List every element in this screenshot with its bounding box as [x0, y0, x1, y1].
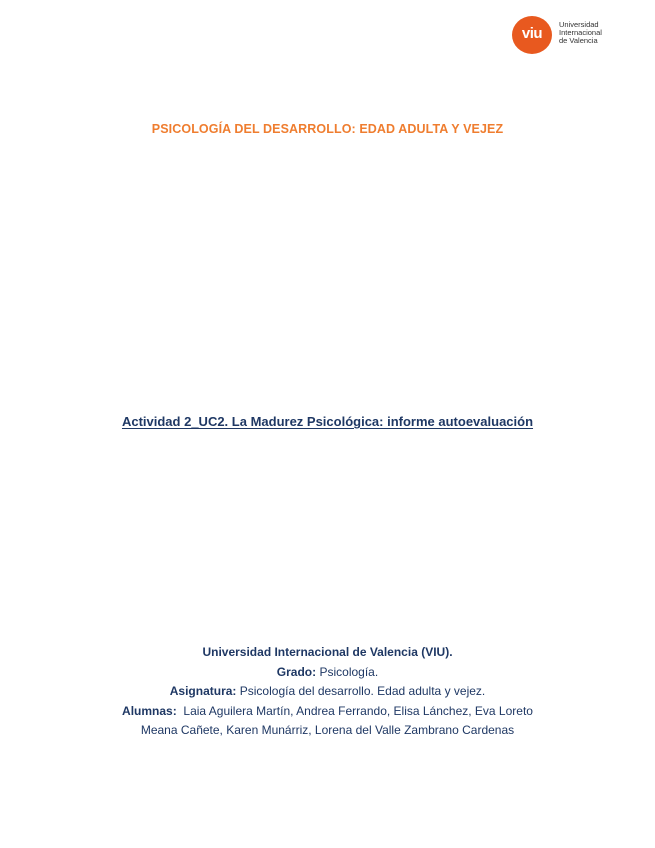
alumnas-line: [40, 702, 615, 722]
alumnas-label: Alumnas:: [122, 703, 177, 718]
logo-line-3: de Valencia: [559, 36, 598, 45]
alumnas-value-line-2: Meana Cañete, Karen Munárriz, Lorena del Valle Zambrano Cardenas: [140, 723, 515, 737]
logo-line-2: Internacional: [559, 28, 602, 37]
university-name: Universidad Internacional de Valencia (VIU).: [202, 645, 453, 659]
asignatura-line: [40, 682, 615, 702]
university-line: [40, 643, 615, 663]
alumnas-line-2: [40, 721, 615, 741]
viu-logo: [512, 16, 622, 56]
activity-title: [0, 414, 655, 429]
viu-logo-badge-text: viu: [521, 25, 543, 42]
viu-logo-badge: [512, 16, 552, 54]
asignatura-label: Asignatura:: [169, 684, 237, 698]
grado-line: [40, 663, 615, 683]
cover-info: [40, 643, 615, 741]
grado-value: Psicología.: [319, 664, 379, 679]
asignatura-value: Psicología del desarrollo. Edad adulta y vejez.: [239, 684, 486, 698]
logo-line-1: Universidad: [559, 20, 599, 29]
activity-title-text: Actividad 2_UC2. La Madurez Psicológica: informe autoevaluación: [121, 414, 534, 429]
viu-logo-wordmark: [559, 21, 602, 45]
course-title: PSICOLOGÍA DEL DESARROLLO: EDAD ADULTA Y VEJEZ: [151, 122, 504, 136]
alumnas-value-line-1: Laia Aguilera Martín, Andrea Ferrando, Elisa Lánchez, Eva Loreto: [183, 703, 533, 718]
grado-label: Grado:: [276, 664, 317, 679]
